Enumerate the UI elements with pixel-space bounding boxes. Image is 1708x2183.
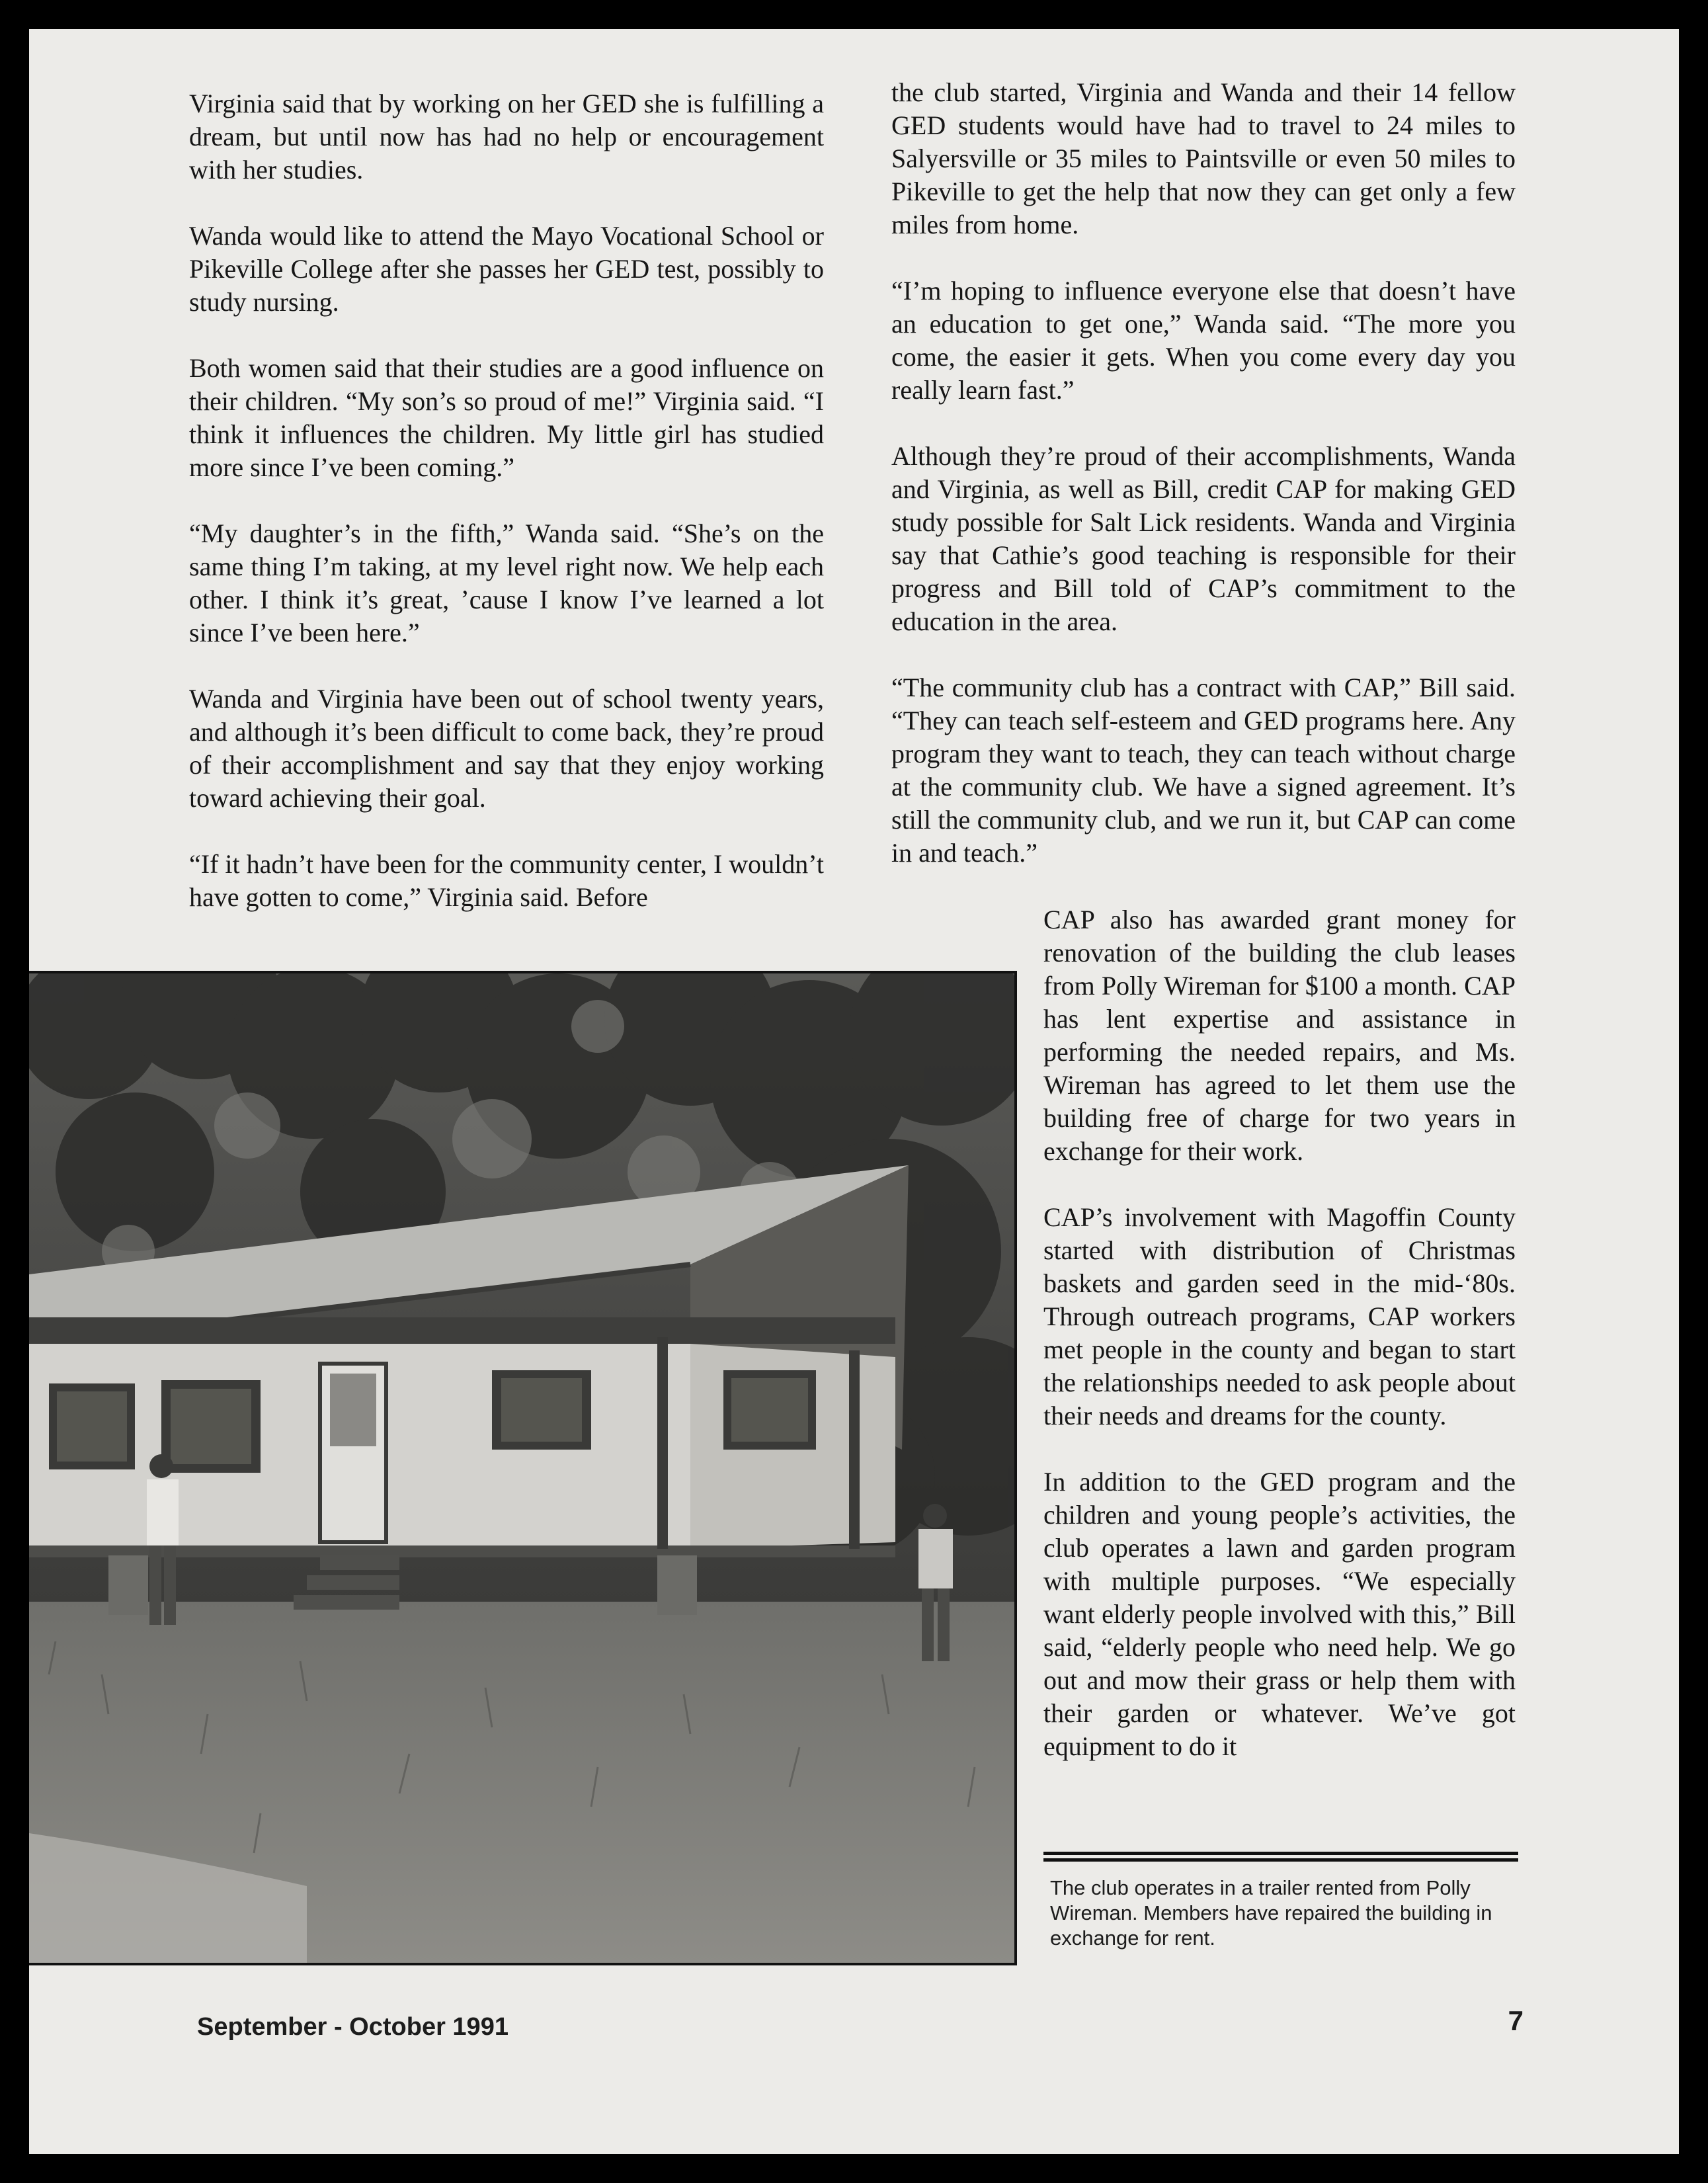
article-column-left [189, 87, 824, 914]
paragraph: “My daughter’s in the fifth,” Wanda said. “She’s on the same thing I’m taking, at my level right now. We help each other. I think it’s great, ’cause I know I’ve learned a lot since I’ve been here.” [189, 518, 824, 647]
magazine-page [29, 29, 1679, 2154]
paragraph: CAP’s involvement with Magoffin County started with distribution of Christmas baskets and garden seed in the mid-‘80s. Through outreach programs, CAP workers met people in the county and began to start the relationships needed to ask people about their needs and dreams for the county. [1043, 1202, 1516, 1430]
caption-rule [1043, 1852, 1518, 1855]
paragraph: Wanda and Virginia have been out of school twenty years, and although it’s been difficult to come back, they’re proud of their accomplishment and say that they enjoy working toward achieving their goal. [189, 684, 824, 813]
paragraph: CAP also has awarded grant money for renovation of the building the club leases from Polly Wireman for $100 a month. CAP has lent expertise and assistance in performing the needed repairs, and Ms. Wireman has agreed to let them use the building free of charge for two years in exchange for their work. [1043, 905, 1516, 1166]
page-number: 7 [1508, 2005, 1524, 2036]
paragraph: the club started, Virginia and Wanda and their 14 fellow GED students would have had to travel to 24 miles to Salyersville or 35 miles to Paintsville or even 50 miles to Pikeville to get the help that now they can get only a few miles from home. [891, 77, 1516, 239]
paragraph: Both women said that their studies are a good influence on their children. “My son’s so proud of me!” Virginia said. “I think it influences the children. My little girl has studied more since I’ve been coming.” [189, 353, 824, 482]
paragraph: “If it hadn’t have been for the community center, I wouldn’t have gotten to come,” Virginia said. Before [189, 849, 824, 912]
trailer-photo [29, 971, 1017, 1965]
paragraph: “The community club has a contract with CAP,” Bill said. “They can teach self-esteem and GED programs here. Any program they want to teach, they can teach without charge at the community club. We have a signed agreement. It’s still the community club, and we run it, but CAP can come in and teach.” [891, 673, 1516, 868]
paragraph: In addition to the GED program and the children and young people’s activities, the club operates a lawn and garden program with multiple purposes. “We especially want elderly people involved with this,” Bill said, “elderly people who need help. We go out and mow their grass or help them with their garden or whatever. We’ve got equipment to do it [1043, 1467, 1516, 1761]
photo-caption: The club operates in a trailer rented from Polly Wireman. Members have repaired the building in exchange for rent. [1050, 1876, 1492, 1950]
issue-date: September - October 1991 [197, 2013, 508, 2041]
paragraph: Virginia said that by working on her GED she is fulfilling a dream, but until now has had no help or encouragement with her studies. [189, 89, 824, 185]
article-column-narrow [1043, 903, 1516, 1763]
article-column-right [891, 76, 1516, 870]
paragraph: Wanda would like to attend the Mayo Vocational School or Pikeville College after she passes her GED test, possibly to study nursing. [189, 221, 824, 317]
paragraph: “I’m hoping to influence everyone else that doesn’t have an education to get one,” Wanda said. “The more you come, the easier it gets. When you come every day you really learn fast.” [891, 276, 1516, 405]
caption-rule [1043, 1858, 1518, 1862]
trailer-photo-illustration [29, 973, 1014, 1963]
paragraph: Although they’re proud of their accomplishments, Wanda and Virginia, as well as Bill, credit CAP for making GED study possible for Salt Lick residents. Wanda and Virginia say that Cathie’s good teaching is responsible for their progress and Bill told of CAP’s commitment to the education in the area. [891, 441, 1516, 636]
